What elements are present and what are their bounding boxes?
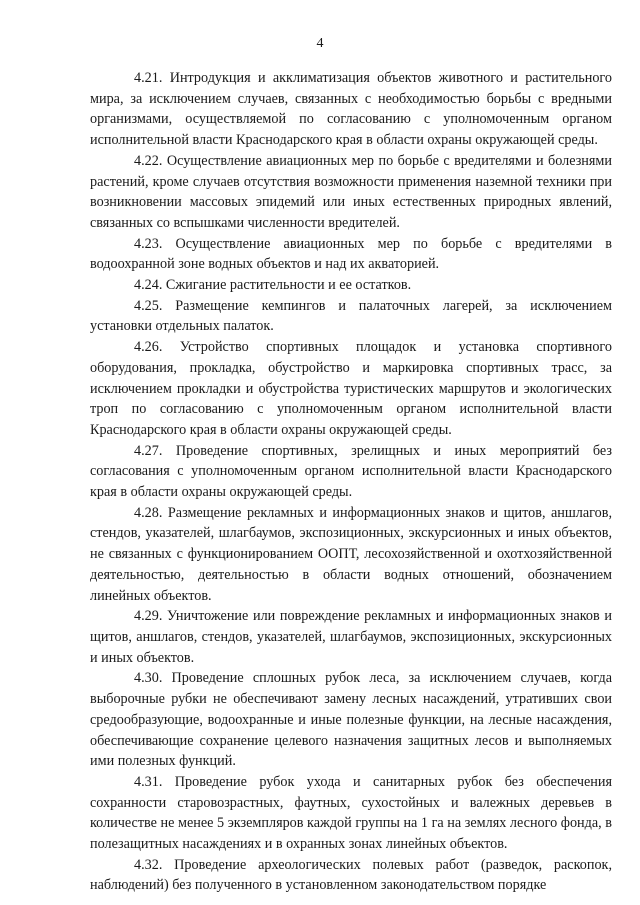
- paragraph-4-22: 4.22. Осуществление авиационных мер по борьбе с вредителями и болезнями растений, кроме случаев отсутствия возможности применения наземной техники при возникновении массовых эпидемий или иных естественных природных явлений, связанных со вспышками численности вредителей.: [90, 152, 612, 231]
- paragraph-4-23: 4.23. Осуществление авиационных мер по борьбе с вредителями в водоохранной зоне водных объектов и над их акваторией.: [90, 235, 612, 273]
- page-number: 4: [316, 36, 324, 51]
- paragraph-4-32: 4.32. Проведение археологических полевых работ (разведок, раскопок, наблюдений) без полученного в установленном законодательством порядке: [90, 856, 612, 894]
- paragraph-4-26: 4.26. Устройство спортивных площадок и установка спортивного оборудования, прокладка, обустройство и маркировка спортивных трасс, за исключением прокладки и обустройства туристических маршрутов и экологических троп по согласованию с уполномоченным органом исполнительной власти Краснодарского края в области охраны окружающей среды.: [90, 339, 612, 438]
- paragraph-4-27: 4.27. Проведение спортивных, зрелищных и иных мероприятий без согласования с уполномоченным органом исполнительной власти Краснодарского края в области охраны окружающей среды.: [90, 442, 612, 501]
- paragraph-4-31: 4.31. Проведение рубок ухода и санитарных рубок без обеспечения сохранности старовозрастных, фаутных, сухостойных и валежных деревьев в количестве не менее 5 экземпляров каждой группы на 1 га на землях лесного фонда, в полезащитных насаждениях и в охранных зонах линейных объектов.: [90, 773, 612, 853]
- document-body: [90, 68, 612, 896]
- paragraph-4-25: 4.25. Размещение кемпингов и палаточных лагерей, за исключением установки отдельных палаток.: [90, 297, 612, 335]
- paragraph-4-24: 4.24. Сжигание растительности и ее остатков.: [134, 277, 412, 294]
- paragraph-4-29: 4.29. Уничтожение или повреждение рекламных и информационных знаков и щитов, аншлагов, стендов, указателей, шлагбаумов, экспозиционных, экскурсионных и иных объектов.: [90, 608, 612, 666]
- paragraph-4-28: 4.28. Размещение рекламных и информационных знаков и щитов, аншлагов, стендов, указателей, шлагбаумов, экспозиционных, экскурсионных и иных объектов, не связанных с функционированием ООПТ, лесохозяйственной и охотхозяйственной деятельностью, деятельностью в области водных отношений, обозначением линейных объектов.: [90, 504, 612, 604]
- paragraph-4-21: 4.21. Интродукция и акклиматизация объектов животного и растительного мира, за исключением случаев, связанных с необходимостью борьбы с вредными организмами, осуществляемой по согласованию с уполномоченным органом исполнительной власти Краснодарского края в области охраны окружающей среды.: [90, 70, 612, 149]
- paragraph-4-30: 4.30. Проведение сплошных рубок леса, за исключением случаев, когда выборочные рубки не обеспечивают замену лесных насаждений, утративших свои средообразующие, водоохранные и иные полезные функции, на лесные насаждения, обеспечивающие сохранение целевого назначения защитных лесов и выполняемых ими полезных функций.: [90, 670, 612, 770]
